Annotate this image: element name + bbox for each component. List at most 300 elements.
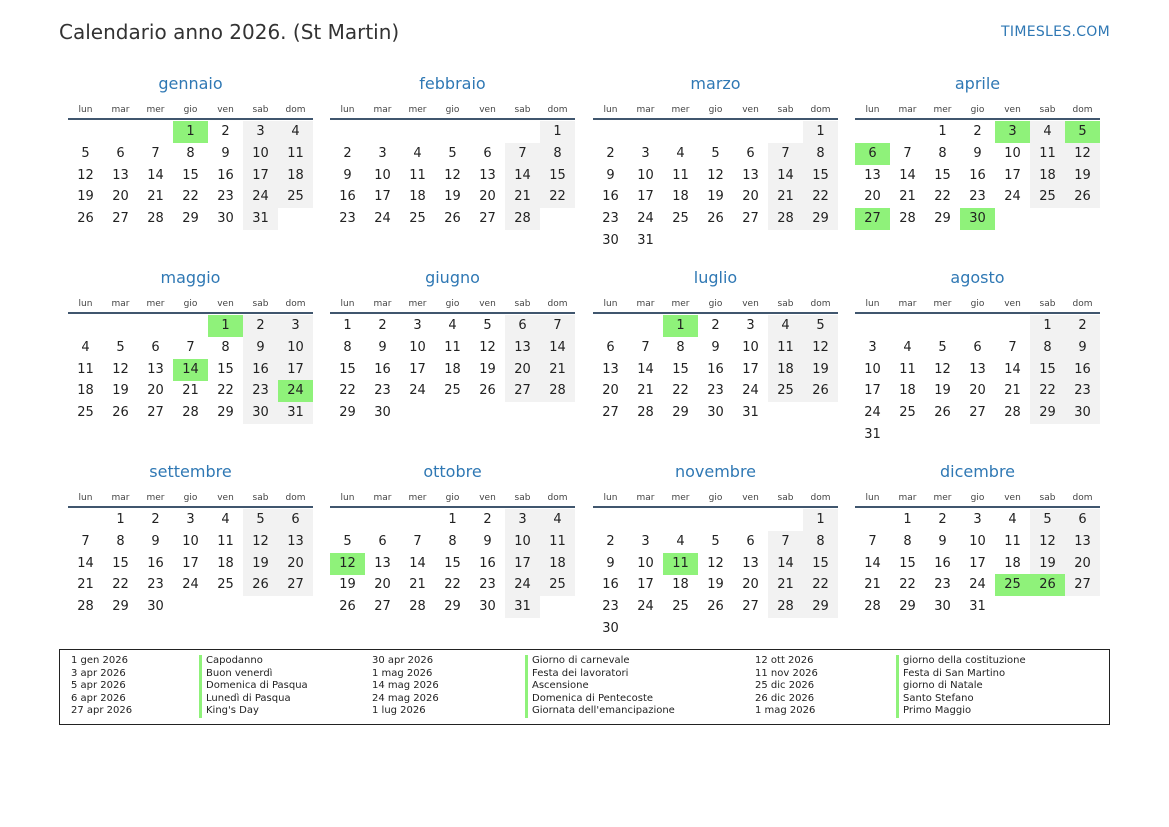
day-cell: 5: [938, 339, 947, 355]
day-cell: 16: [374, 361, 391, 377]
holiday-date: 1 lug 2026: [372, 705, 426, 717]
header-rule: [593, 312, 838, 314]
day-cell: 23: [1065, 380, 1100, 402]
day-cell: 4: [81, 339, 90, 355]
day-cell: 19: [444, 189, 461, 205]
month-name: settembre: [149, 462, 232, 481]
day-cell: 14: [505, 165, 540, 187]
day-cell: 13: [742, 167, 759, 183]
day-cell: 23: [934, 577, 951, 593]
header-rule: [330, 312, 575, 314]
weekday-label: sab: [777, 493, 794, 503]
day-cell: 31: [864, 427, 881, 442]
weekday-label: sab: [252, 299, 269, 309]
day-cell: 10: [243, 143, 278, 165]
day-cell: 14: [147, 167, 164, 183]
day-cell: 19: [934, 383, 951, 399]
day-cell: 14: [768, 553, 803, 575]
day-cell: 23: [339, 211, 356, 227]
day-cell: 25: [768, 380, 803, 402]
weekday-label: dom: [810, 493, 831, 503]
day-cell: 14: [77, 555, 94, 571]
day-cell: 3: [186, 512, 195, 527]
day-cell: 16: [217, 167, 234, 183]
day-cell: 15: [182, 167, 199, 183]
day-cell: 13: [864, 167, 881, 183]
day-cell: 7: [641, 339, 650, 355]
day-cell: 24: [505, 574, 540, 596]
weekday-label: lun: [78, 105, 93, 115]
day-cell: 4: [903, 339, 912, 355]
month-name: aprile: [954, 74, 1001, 93]
weekday-label: lun: [78, 299, 93, 309]
day-cell: 18: [1004, 555, 1021, 571]
weekday-label: mar: [111, 299, 130, 309]
day-cell: 26: [77, 211, 94, 227]
day-cell: 11: [444, 339, 461, 355]
day-cell: 22: [540, 186, 575, 208]
day-cell: 3: [278, 315, 313, 337]
day-cell: 10: [182, 533, 199, 549]
month-febbraio: [330, 74, 575, 264]
month-marzo: [593, 74, 838, 264]
day-cell: 31: [742, 405, 759, 421]
day-cell: 29: [803, 208, 838, 230]
day-cell: 7: [903, 145, 912, 161]
weekday-label: mer: [933, 299, 952, 309]
header-rule: [855, 506, 1100, 508]
day-cell: 7: [186, 339, 195, 355]
weekday-label: mer: [408, 299, 427, 309]
day-cell: 8: [540, 143, 575, 165]
day-cell: 20: [112, 189, 129, 205]
day-cell: 12: [444, 167, 461, 183]
weekday-label: dom: [285, 105, 306, 115]
holiday-date: 30 apr 2026: [372, 655, 434, 666]
holiday-date: 11 nov 2026: [755, 667, 818, 679]
day-cell: 17: [243, 165, 278, 187]
day-cell: 12: [707, 555, 724, 571]
day-cell: 9: [711, 339, 720, 355]
holiday-date: 3 apr 2026: [71, 667, 126, 679]
day-cell: 2: [343, 145, 352, 161]
weekday-label: gio: [708, 493, 723, 503]
day-cell: 20: [602, 383, 619, 399]
day-cell: 8: [903, 533, 912, 549]
day-cell: 5: [116, 339, 125, 355]
day-cell: 14: [864, 555, 881, 571]
day-cell: 29: [672, 405, 689, 421]
day-cell: 1: [540, 121, 575, 143]
day-cell: 22: [672, 383, 689, 399]
weekday-label: lun: [603, 105, 618, 115]
page-title: Calendario anno 2026. (St Martin): [59, 20, 400, 44]
day-cell: 4: [448, 318, 457, 333]
month-name: dicembre: [939, 462, 1016, 481]
holiday-name: Festa di San Martino: [903, 667, 1006, 679]
day-cell: 7: [768, 531, 803, 553]
holiday-day-cell: 11: [663, 553, 698, 575]
day-cell: 24: [864, 405, 881, 421]
day-cell: 14: [540, 337, 575, 359]
day-cell: 29: [934, 211, 951, 227]
day-cell: 2: [378, 318, 387, 333]
day-cell: 30: [602, 233, 619, 248]
header-rule: [593, 506, 838, 508]
day-cell: 24: [637, 211, 654, 227]
holiday-day-cell: 25: [995, 574, 1030, 596]
holiday-name: Primo Maggio: [903, 705, 972, 717]
day-cell: 11: [768, 337, 803, 359]
weekday-label: sab: [514, 299, 531, 309]
day-cell: 2: [711, 318, 720, 333]
day-cell: 27: [112, 211, 129, 227]
header-rule: [330, 506, 575, 508]
day-cell: 5: [243, 509, 278, 531]
day-cell: 20: [374, 577, 391, 593]
holiday-name: Santo Stefano: [903, 692, 974, 704]
weekday-label: dom: [1072, 105, 1093, 115]
day-cell: 1: [448, 512, 457, 527]
day-cell: 27: [1065, 574, 1100, 596]
day-cell: 1: [803, 121, 838, 143]
day-cell: 8: [186, 145, 195, 161]
day-cell: 4: [676, 533, 685, 549]
day-cell: 29: [899, 599, 916, 615]
day-cell: 12: [1065, 143, 1100, 165]
header-rule: [68, 118, 313, 120]
weekday-label: mar: [373, 105, 392, 115]
day-cell: 9: [973, 145, 982, 161]
day-cell: 28: [768, 208, 803, 230]
day-cell: 3: [641, 533, 650, 549]
day-cell: 30: [147, 599, 164, 615]
day-cell: 7: [151, 145, 160, 161]
holiday-date: 26 dic 2026: [755, 692, 815, 704]
day-cell: 6: [746, 533, 755, 549]
day-cell: 19: [707, 189, 724, 205]
day-cell: 5: [483, 318, 492, 333]
month-dicembre: [855, 462, 1100, 652]
day-cell: 25: [899, 405, 916, 421]
day-cell: 7: [81, 533, 90, 549]
day-cell: 4: [1030, 121, 1065, 143]
day-cell: 2: [1065, 315, 1100, 337]
day-cell: 8: [676, 339, 685, 355]
day-cell: 8: [448, 533, 457, 549]
day-cell: 4: [221, 512, 230, 527]
weekday-label: mer: [671, 105, 690, 115]
weekday-label: dom: [810, 299, 831, 309]
day-cell: 28: [505, 208, 540, 230]
day-cell: 11: [217, 533, 234, 549]
day-cell: 18: [768, 359, 803, 381]
month-gennaio: [68, 74, 313, 264]
day-cell: 4: [540, 509, 575, 531]
day-cell: 24: [742, 383, 759, 399]
day-cell: 13: [374, 555, 391, 571]
day-cell: 15: [672, 361, 689, 377]
day-cell: 17: [969, 555, 986, 571]
month-ottobre: [330, 462, 575, 652]
day-cell: 1: [803, 509, 838, 531]
weekday-label: dom: [285, 493, 306, 503]
weekday-label: dom: [1072, 493, 1093, 503]
day-cell: 14: [768, 165, 803, 187]
holiday-day-cell: 12: [330, 553, 365, 575]
day-cell: 18: [278, 165, 313, 187]
day-cell: 21: [768, 186, 803, 208]
header-rule: [68, 506, 313, 508]
weekday-label: gio: [970, 493, 985, 503]
day-cell: 18: [672, 577, 689, 593]
day-cell: 2: [243, 315, 278, 337]
day-cell: 15: [803, 553, 838, 575]
day-cell: 11: [409, 167, 426, 183]
holiday-name: Giornata dell'emancipazione: [532, 705, 675, 717]
weekday-label: gio: [445, 299, 460, 309]
day-cell: 21: [409, 577, 426, 593]
weekday-label: gio: [708, 105, 723, 115]
holiday-date-column: [372, 655, 439, 718]
day-cell: 4: [676, 145, 685, 161]
weekday-label: dom: [810, 105, 831, 115]
weekday-label: ven: [1004, 105, 1021, 115]
day-cell: 6: [973, 339, 982, 355]
day-cell: 10: [864, 361, 881, 377]
day-cell: 25: [540, 574, 575, 596]
weekday-label: ven: [217, 105, 234, 115]
weekday-label: ven: [479, 299, 496, 309]
day-cell: 20: [742, 577, 759, 593]
holiday-day-cell: 5: [1065, 121, 1100, 143]
day-cell: 27: [602, 405, 619, 421]
weekday-label: gio: [183, 493, 198, 503]
day-cell: 20: [969, 383, 986, 399]
day-cell: 31: [505, 596, 540, 618]
day-cell: 9: [1065, 337, 1100, 359]
header-rule: [593, 118, 838, 120]
day-cell: 16: [243, 359, 278, 381]
holiday-name-column: [525, 655, 675, 718]
day-cell: 1: [343, 318, 352, 333]
weekday-label: sab: [1039, 299, 1056, 309]
day-cell: 16: [147, 555, 164, 571]
day-cell: 15: [803, 165, 838, 187]
day-cell: 18: [217, 555, 234, 571]
day-cell: 13: [602, 361, 619, 377]
holiday-date-column: [71, 655, 132, 718]
day-cell: 18: [540, 553, 575, 575]
day-cell: 31: [637, 233, 654, 248]
day-cell: 6: [746, 145, 755, 161]
day-cell: 3: [746, 318, 755, 333]
day-cell: 5: [711, 533, 720, 549]
month-grid: [68, 74, 1101, 644]
day-cell: 13: [278, 531, 313, 553]
day-cell: 21: [182, 383, 199, 399]
day-cell: 24: [243, 186, 278, 208]
day-cell: 13: [112, 167, 129, 183]
day-cell: 2: [483, 512, 492, 527]
holiday-day-cell: 27: [855, 208, 890, 230]
day-cell: 21: [1004, 383, 1021, 399]
day-cell: 5: [803, 315, 838, 337]
day-cell: 6: [606, 339, 615, 355]
month-name: gennaio: [158, 74, 223, 93]
day-cell: 9: [606, 555, 615, 571]
day-cell: 27: [278, 574, 313, 596]
day-cell: 1: [116, 512, 125, 527]
day-cell: 17: [409, 361, 426, 377]
day-cell: 15: [899, 555, 916, 571]
day-cell: 14: [1004, 361, 1021, 377]
day-cell: 11: [278, 143, 313, 165]
weekday-label: ven: [217, 493, 234, 503]
day-cell: 11: [1004, 533, 1021, 549]
site-link[interactable]: TIMESLES.COM: [1001, 24, 1110, 40]
weekday-label: sab: [1039, 105, 1056, 115]
weekday-label: gio: [970, 105, 985, 115]
day-cell: 25: [217, 577, 234, 593]
day-cell: 25: [409, 211, 426, 227]
holiday-date: 5 apr 2026: [71, 680, 126, 692]
holiday-day-cell: 6: [855, 143, 890, 165]
day-cell: 8: [343, 339, 352, 355]
day-cell: 4: [1008, 512, 1017, 527]
holiday-date: 14 mag 2026: [372, 680, 439, 692]
weekday-label: gio: [445, 105, 460, 115]
day-cell: 10: [637, 555, 654, 571]
day-cell: 30: [707, 405, 724, 421]
day-cell: 28: [637, 405, 654, 421]
day-cell: 14: [409, 555, 426, 571]
day-cell: 21: [637, 383, 654, 399]
day-cell: 24: [1004, 189, 1021, 205]
day-cell: 17: [637, 189, 654, 205]
holiday-date: 24 mag 2026: [372, 692, 439, 704]
day-cell: 23: [479, 577, 496, 593]
day-cell: 23: [374, 383, 391, 399]
day-cell: 16: [1065, 359, 1100, 381]
day-cell: 4: [413, 145, 422, 161]
day-cell: 7: [505, 143, 540, 165]
day-cell: 14: [637, 361, 654, 377]
month-settembre: [68, 462, 313, 652]
day-cell: 10: [1004, 145, 1021, 161]
day-cell: 16: [934, 555, 951, 571]
day-cell: 22: [803, 186, 838, 208]
day-cell: 6: [278, 509, 313, 531]
day-cell: 12: [243, 531, 278, 553]
day-cell: 7: [868, 533, 877, 549]
holiday-date: 1 mag 2026: [372, 667, 433, 679]
day-cell: 3: [243, 121, 278, 143]
day-cell: 31: [969, 599, 986, 615]
holiday-day-cell: 26: [1030, 574, 1065, 596]
day-cell: 9: [151, 533, 160, 549]
day-cell: 22: [217, 383, 234, 399]
day-cell: 19: [707, 577, 724, 593]
day-cell: 26: [707, 599, 724, 615]
day-cell: 11: [672, 167, 689, 183]
day-cell: 22: [899, 577, 916, 593]
day-cell: 26: [444, 211, 461, 227]
day-cell: 23: [707, 383, 724, 399]
weekday-label: mer: [408, 493, 427, 503]
day-cell: 27: [742, 211, 759, 227]
month-name: ottobre: [423, 462, 482, 481]
day-cell: 19: [1030, 553, 1065, 575]
day-cell: 7: [413, 533, 422, 549]
day-cell: 26: [1065, 186, 1100, 208]
day-cell: 31: [243, 208, 278, 230]
day-cell: 19: [479, 361, 496, 377]
day-cell: 7: [768, 143, 803, 165]
holiday-name: Lunedì di Pasqua: [206, 692, 291, 704]
month-name: giugno: [425, 268, 480, 287]
day-cell: 30: [602, 621, 619, 636]
holiday-day-cell: 14: [173, 359, 208, 381]
day-cell: 29: [339, 405, 356, 421]
day-cell: 18: [899, 383, 916, 399]
weekday-label: lun: [865, 105, 880, 115]
weekday-label: gio: [708, 299, 723, 309]
day-cell: 20: [505, 359, 540, 381]
day-cell: 9: [378, 339, 387, 355]
weekday-label: lun: [865, 493, 880, 503]
holiday-name: Domenica di Pentecoste: [532, 692, 654, 704]
day-cell: 26: [934, 405, 951, 421]
weekday-label: gio: [183, 299, 198, 309]
day-cell: 7: [1008, 339, 1017, 355]
weekday-label: mar: [636, 105, 655, 115]
day-cell: 17: [374, 189, 391, 205]
weekday-label: mer: [933, 105, 952, 115]
day-cell: 25: [1030, 186, 1065, 208]
day-cell: 9: [343, 167, 352, 183]
holiday-date: 6 apr 2026: [71, 692, 126, 704]
day-cell: 25: [672, 211, 689, 227]
month-name: luglio: [693, 268, 738, 287]
day-cell: 19: [112, 383, 129, 399]
day-cell: 17: [1004, 167, 1021, 183]
day-cell: 8: [1030, 337, 1065, 359]
day-cell: 9: [221, 145, 230, 161]
month-name: agosto: [950, 268, 1005, 287]
day-cell: 24: [374, 211, 391, 227]
weekday-label: lun: [865, 299, 880, 309]
day-cell: 17: [182, 555, 199, 571]
day-cell: 5: [343, 533, 352, 549]
weekday-label: dom: [547, 105, 568, 115]
weekday-label: mar: [373, 299, 392, 309]
day-cell: 20: [1065, 553, 1100, 575]
day-cell: 2: [973, 124, 982, 139]
holiday-name-column: [199, 655, 308, 718]
day-cell: 6: [151, 339, 160, 355]
weekday-label: mer: [933, 493, 952, 503]
day-cell: 20: [742, 189, 759, 205]
day-cell: 21: [768, 574, 803, 596]
day-cell: 14: [899, 167, 916, 183]
day-cell: 28: [864, 599, 881, 615]
day-cell: 9: [606, 167, 615, 183]
weekday-label: lun: [340, 493, 355, 503]
holiday-day-cell: 30: [960, 208, 995, 230]
day-cell: 27: [147, 405, 164, 421]
day-cell: 28: [147, 211, 164, 227]
